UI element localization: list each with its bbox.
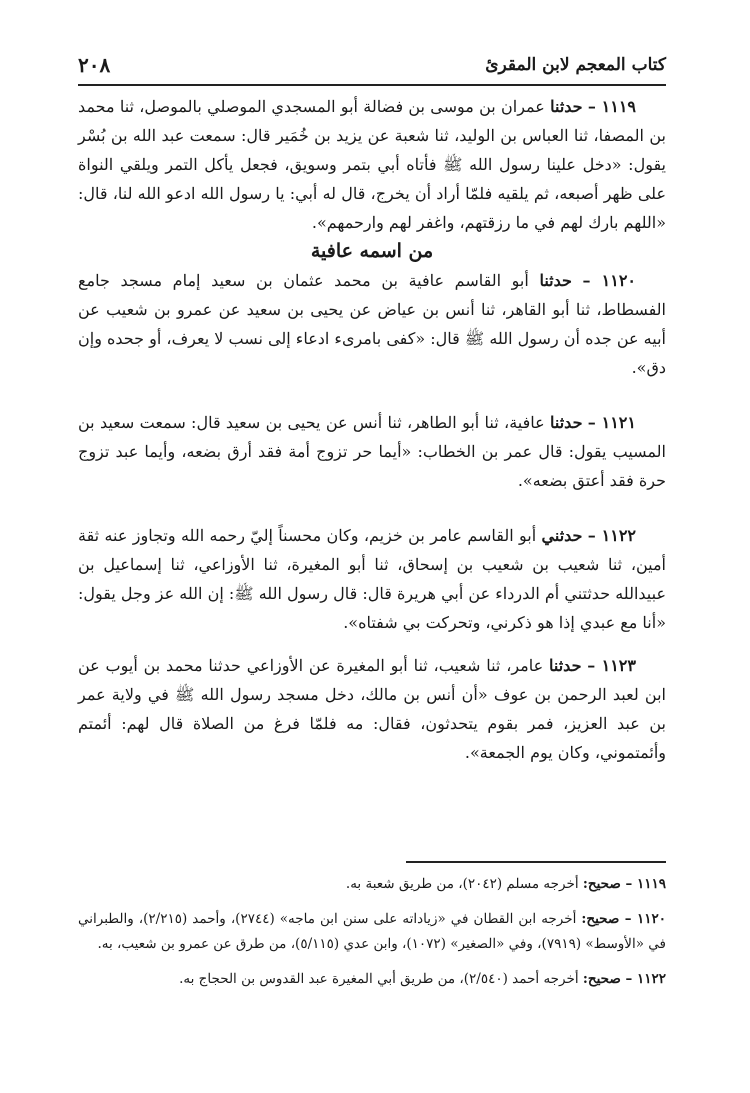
spacer xyxy=(78,382,666,408)
footnotes xyxy=(78,872,666,1002)
footnote-label: ١١٢٠ – صحيح: xyxy=(581,911,666,927)
entry-text: عامر، ثنا شعيب، ثنا أبو المغيرة عن الأوزاعي حدثنا محمد بن أيوب عن ابن لعبد الرحمن بن عوف «أن أنس بن مالك، دخل مسجد رسول الله ﷺ في ولاية عمر بن عبد العزيز، فمر بقوم يتحدثون، فقال: مه فلمّا فرغ من الصلاة قال لهم: أئمتم وأئمتموني، وكان يوم الجمعة». xyxy=(78,656,666,762)
hadith-entry-1122 xyxy=(78,521,666,637)
section-heading: من اسمه عافية xyxy=(310,240,434,262)
footnote-label: ١١١٩ – صحيح: xyxy=(582,876,666,892)
hadith-entry-1123 xyxy=(78,651,666,767)
footnote-1119 xyxy=(78,872,666,897)
running-title: كتاب المعجم لابن المقرئ xyxy=(485,55,666,75)
entry-text: عمران بن موسى بن فضالة أبو المسجدي الموصلي بالموصل، ثنا محمد بن المصفا، ثنا العباس بن الوليد، ثنا شعبة عن يزيد بن خُمَير قال: سمعت عبد الله بن بُسْر يقول: «دخل علينا رسول الله ﷺ فأتاه أبي بتمر وسويق، فجعل يأكل التمر ويلقي النواة على ظهر أصبعه، ثم يلقيه فلمّا أراد أن يخرج، قال له أبي: يا رسول الله ادعو الله لنا، قال: «اللهم بارك لهم في ما رزقتهم، واغفر لهم وارحمهم». xyxy=(78,97,666,232)
hadith-entry-1119 xyxy=(78,92,666,237)
entry-lead: حدثنا xyxy=(550,413,583,432)
footnote-1120 xyxy=(78,907,666,957)
footnote-rule xyxy=(406,861,666,863)
entry-text: عافية، ثنا أبو الطاهر، ثنا أنس عن يحيى بن سعيد قال: سمعت سعيد بن المسيب يقول: قال عمر بن الخطاب: «أيما حر تزوج أمة فقد أرق بضعه، وأيما عبد تزوج حرة فقد أعتق بضعه». xyxy=(78,413,667,490)
main-text xyxy=(78,92,666,767)
footnote-label: ١١٢٢ – صحيح: xyxy=(582,971,666,987)
footnote-text: أخرجه أحمد (٢/٥٤٠)، من طريق أبي المغيرة عبد القدوس بن الحجاج به. xyxy=(179,971,579,987)
entry-lead: حدثني xyxy=(541,526,583,545)
entry-number: ١١١٩ – xyxy=(587,97,636,116)
entry-lead: حدثنا xyxy=(549,656,582,675)
entry-number: ١١٢٢ – xyxy=(587,526,637,545)
page-number: ٢٠٨ xyxy=(78,53,111,77)
footnote-text: أخرجه ابن القطان في «زياداته على سنن ابن ماجه» (٢٧٤٤)، وأحمد (٢/٢١٥)، والطبراني في «الأوسط» (٧٩١٩)، وفي «الصغير» (١٠٧٢)، وابن عدي (٥/١١٥)، من طرق عن عمرو بن شعيب، به. xyxy=(78,911,666,952)
footnote-text: أخرجه مسلم (٢٠٤٢)، من طريق شعبة به. xyxy=(345,876,579,892)
entry-text: أبو القاسم عافية بن محمد عثمان بن سعيد إمام مسجد جامع الفسطاط، ثنا أبو القاهر، ثنا أنس بن عياض عن يحيى بن سعيد عن عمرو بن شعيب عن أبيه عن جده أن رسول الله ﷺ قال: «كفى بامرىء ادعاء إلى نسب لا يعرف، أو جحده وإن دق». xyxy=(78,271,666,377)
hadith-entry-1120 xyxy=(78,266,666,382)
hadith-entry-1121 xyxy=(78,408,666,495)
page-header xyxy=(78,48,666,82)
header-rule xyxy=(78,84,666,86)
spacer xyxy=(78,495,666,521)
entry-lead: حدثنا xyxy=(550,97,583,116)
footnote-1122 xyxy=(78,967,666,992)
entry-text: أبو القاسم عامر بن خزيم، وكان محسناً إليّ رحمه الله وتجاوز عنه ثقة أمين، ثنا شعيب بن شعيب بن إسحاق، ثنا أبو المغيرة، ثنا الأوزاعي، ثنا إسماعيل بن عبيدالله حدثتني أم الدرداء عن أبي هريرة قال: قال رسول الله ﷺ: إن الله عز وجل يقول: «أنا مع عبدي إذا هو ذكرني، وتحركت بي شفتاه». xyxy=(78,526,666,632)
entry-lead: حدثنا xyxy=(539,271,572,290)
entry-number: ١١٢١ – xyxy=(587,413,636,432)
entry-number: ١١٢٠ – xyxy=(582,271,636,290)
entry-number: ١١٢٣ – xyxy=(587,656,636,675)
spacer xyxy=(78,637,666,651)
